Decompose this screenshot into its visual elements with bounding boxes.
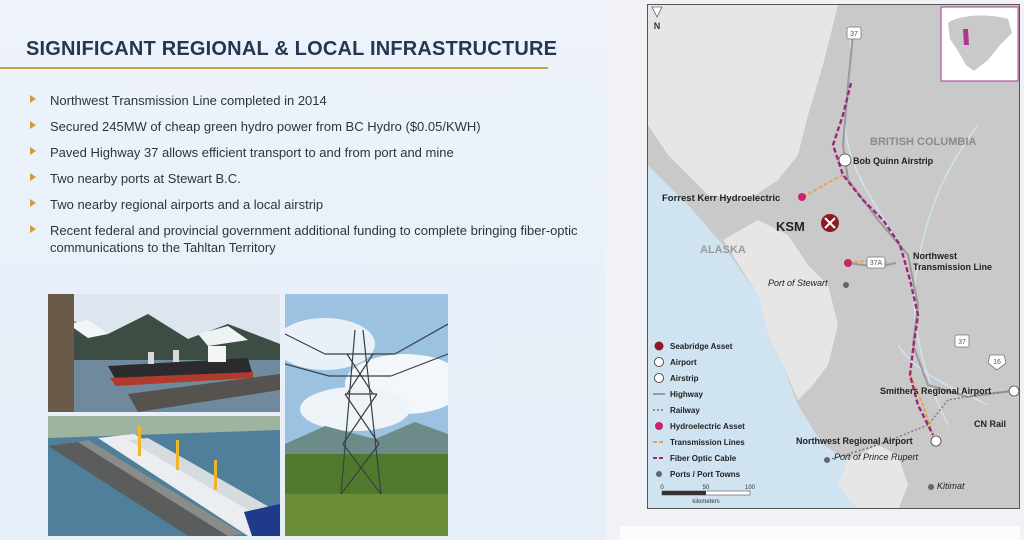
kitimat-marker [928, 484, 934, 490]
legend-seabridge: Seabridge Asset [670, 342, 733, 351]
bullet-arrow-icon [30, 95, 36, 103]
bullet-arrow-icon [30, 225, 36, 233]
forrest-kerr-hydro-marker [798, 193, 806, 201]
highway-37-top-shield: 37 [850, 31, 858, 38]
label-prince-rupert: Port of Prince Rupert [834, 452, 919, 462]
legend-fiber: Fiber Optic Cable [670, 454, 737, 463]
smithers-airport-icon [1009, 386, 1019, 396]
legend-airport: Airport [670, 358, 697, 367]
bullet-list [30, 92, 578, 265]
label-bob-quinn: Bob Quinn Airstrip [853, 156, 934, 166]
bullet-arrow-icon [30, 199, 36, 207]
ship-at-dock-photo [48, 294, 280, 412]
title-underline [0, 67, 548, 69]
label-smithers: Smithers Regional Airport [880, 386, 992, 396]
scale-unit: kilometers [692, 499, 720, 505]
list-item [30, 144, 578, 161]
legend-ports: Ports / Port Towns [670, 470, 741, 479]
label-nw-trans-1: Northwest [913, 251, 958, 261]
north-label: N [653, 21, 661, 31]
legend-hydro: Hydroelectric Asset [670, 422, 745, 431]
region-label-bc: BRITISH COLUMBIA [870, 136, 977, 148]
list-item [30, 118, 578, 135]
prince-rupert-marker [824, 457, 830, 463]
nw-regional-airport-icon [931, 436, 941, 446]
label-forrest-kerr: Forrest Kerr Hydroelectric [662, 193, 781, 204]
list-item [30, 196, 578, 213]
label-ksm: KSM [776, 219, 805, 234]
bullet-text: Two nearby ports at Stewart B.C. [50, 171, 241, 186]
bullet-text: Recent federal and provincial government additional funding to complete bringing fiber-optic communications to the Tahltan Territory [50, 223, 578, 255]
bullet-text: Secured 245MW of cheap green hydro power from BC Hydro ($0.05/KWH) [50, 119, 481, 134]
label-cn-rail: CN Rail [974, 419, 1007, 429]
scale-tick-50: 50 [702, 485, 710, 491]
label-nw-regional: Northwest Regional Airport [796, 436, 913, 446]
page-title: SIGNIFICANT REGIONAL & LOCAL INFRASTRUCTURE [26, 38, 558, 60]
label-port-stewart: Port of Stewart [768, 278, 828, 288]
scale-tick-0: 0 [660, 485, 664, 491]
bottom-strip [620, 526, 1020, 540]
transmission-tower-photo [285, 294, 448, 536]
legend-transmission: Transmission Lines [670, 438, 745, 447]
bulk-carrier-pier-photo [48, 416, 280, 536]
bullet-arrow-icon [30, 121, 36, 129]
list-item [30, 170, 578, 187]
hydro-marker-37a [844, 259, 852, 267]
highway-37-mid-shield: 37 [958, 339, 966, 346]
scale-tick-100: 100 [744, 485, 756, 491]
highway-37a-shield: 37A [869, 260, 883, 267]
bullet-arrow-icon [30, 147, 36, 155]
label-nw-trans-2: Transmission Line [913, 262, 993, 272]
legend-highway: Highway [670, 390, 703, 399]
bullet-text: Paved Highway 37 allows efficient transport to and from port and mine [50, 145, 454, 160]
legend-airstrip: Airstrip [670, 374, 699, 383]
airstrip-icon [839, 154, 851, 166]
bullet-text: Two nearby regional airports and a local airstrip [50, 197, 324, 212]
region-label-alaska: ALASKA [700, 244, 746, 256]
port-stewart-marker [843, 282, 849, 288]
bullet-text: Northwest Transmission Line completed in 2014 [50, 93, 327, 108]
list-item [30, 92, 578, 109]
label-kitimat: Kitimat [937, 481, 965, 491]
highway-16-shield: 16 [993, 359, 1001, 366]
legend-railway: Railway [670, 406, 700, 415]
bullet-arrow-icon [30, 173, 36, 181]
infrastructure-map [647, 4, 1020, 509]
list-item [30, 222, 578, 256]
